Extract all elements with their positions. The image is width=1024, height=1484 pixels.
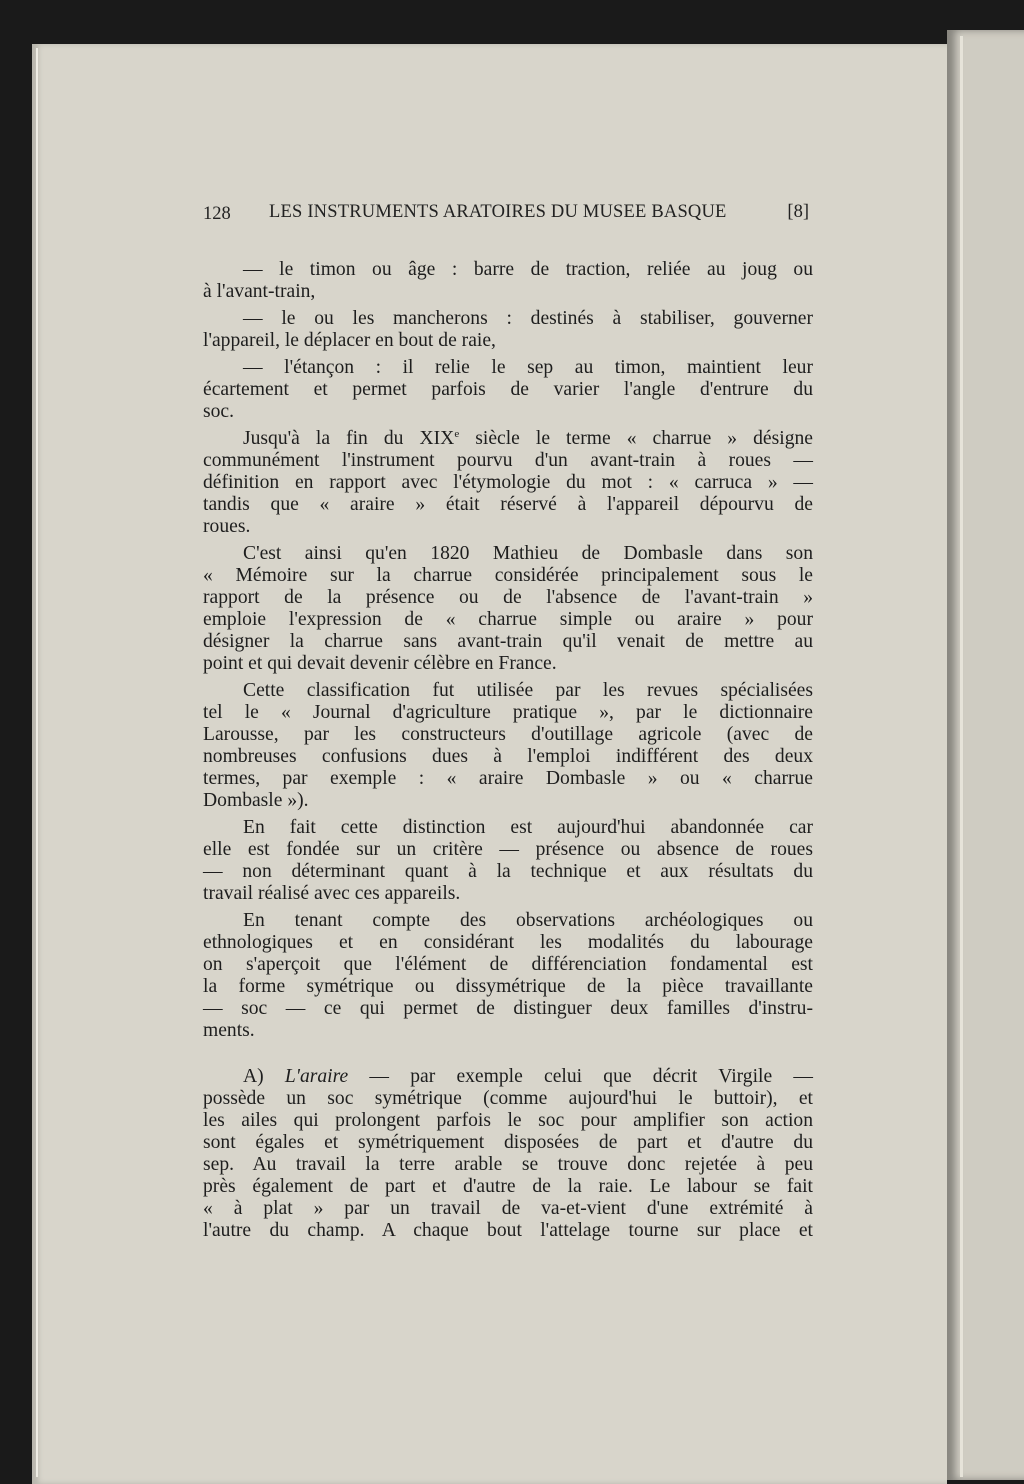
paragraph: [203, 910, 813, 1042]
text-line: désigner la charrue sans avant-train qu'il venait de mettre au: [203, 631, 813, 652]
paragraph: [203, 1066, 813, 1242]
text-line: — le timon ou âge : barre de traction, reliée au joug ou: [243, 259, 813, 280]
text-line: « à plat » par un travail de va-et-vient d'une extrémité à: [203, 1198, 813, 1219]
text-line: l'appareil, le déplacer en bout de raie,: [203, 330, 496, 351]
text-line: sep. Au travail la terre arable se trouve donc rejetée à peu: [203, 1154, 813, 1175]
text-line: « Mémoire sur la charrue considérée principalement sous le: [203, 565, 813, 586]
text-line: [203, 428, 813, 450]
text-line: roues.: [203, 516, 251, 537]
facing-page: [947, 30, 1024, 1480]
body-text: [203, 254, 813, 1242]
paragraph: [203, 680, 813, 812]
text-line: la forme symétrique ou dissymétrique de la pièce travaillante: [203, 976, 813, 997]
page-edge: [36, 48, 38, 1477]
text-line: point et qui devait devenir célèbre en France.: [203, 653, 557, 674]
text-line: l'autre du champ. A chaque bout l'attelage tourne sur place et: [203, 1220, 813, 1241]
text-line: En fait cette distinction est aujourd'hui abandonnée car: [243, 817, 813, 838]
text-line: Cette classification fut utilisée par les revues spécialisées: [243, 680, 813, 701]
paragraph: [203, 357, 813, 423]
text-line: C'est ainsi qu'en 1820 Mathieu de Dombasle dans son: [243, 543, 813, 564]
facing-page-edge: [960, 36, 963, 1477]
text-span: — par exemple celui que décrit Virgile —: [348, 1066, 813, 1087]
paragraph: [203, 308, 813, 352]
text-span: Jusqu'à la fin du XIX: [243, 428, 455, 449]
text-line: termes, par exemple : « araire Dombasle » ou « charrue: [203, 768, 813, 789]
paragraph: [203, 543, 813, 675]
running-title: LES INSTRUMENTS ARATOIRES DU MUSEE BASQUE: [269, 202, 727, 222]
text-line: En tenant compte des observations archéologiques ou: [243, 910, 813, 931]
text-line: nombreuses confusions dues à l'emploi indifférent des deux: [203, 746, 813, 767]
text-line: les ailes qui prolongent parfois le soc pour amplifier son action: [203, 1110, 813, 1131]
text-line: écartement et permet parfois de varier l'angle d'entrure du: [203, 379, 813, 400]
text-line: définition en rapport avec l'étymologie du mot : « carruca » —: [203, 472, 813, 493]
text-line: rapport de la présence ou de l'absence de l'avant-train »: [203, 587, 813, 608]
running-header: [203, 200, 809, 226]
text-line: Dombasle »).: [203, 790, 309, 811]
text-line: sont égales et symétriquement disposées de part et d'autre du: [203, 1132, 813, 1153]
text-line: emploie l'expression de « charrue simple ou araire » pour: [203, 609, 813, 630]
text-line: [203, 1066, 813, 1088]
text-line: près également de part et d'autre de la raie. Le labour se fait: [203, 1176, 813, 1197]
text-line: à l'avant-train,: [203, 281, 316, 302]
superscript: e: [454, 428, 460, 440]
paragraph: [203, 428, 813, 538]
paragraph: [203, 817, 813, 905]
text-line: ethnologiques et en considérant les modalités du labourage: [203, 932, 813, 953]
text-line: — soc — ce qui permet de distinguer deux familles d'instru-: [203, 998, 813, 1019]
text-line: tandis que « araire » était réservé à l'appareil dépourvu de: [203, 494, 813, 515]
paragraph: [203, 259, 813, 303]
section-number: [8]: [787, 202, 809, 222]
text-line: soc.: [203, 401, 235, 422]
text-line: tel le « Journal d'agriculture pratique », par le dictionnaire: [203, 702, 813, 723]
page-number: 128: [203, 204, 231, 224]
text-span: A): [243, 1066, 285, 1087]
text-line: — l'étançon : il relie le sep au timon, maintient leur: [243, 357, 813, 378]
text-line: elle est fondée sur un critère — présence ou absence de roues: [203, 839, 813, 860]
italic-heading: L'araire: [284, 1066, 349, 1087]
text-line: on s'aperçoit que l'élément de différenciation fondamental est: [203, 954, 813, 975]
text-line: communément l'instrument pourvu d'un avant-train à roues —: [203, 450, 813, 471]
text-line: ments.: [203, 1020, 255, 1041]
text-line: travail réalisé avec ces appareils.: [203, 883, 461, 904]
text-line: — non déterminant quant à la technique et aux résultats du: [203, 861, 813, 882]
text-span: siècle le terme « charrue » désigne: [459, 428, 813, 449]
text-line: — le ou les mancherons : destinés à stabiliser, gouverner: [243, 308, 813, 329]
text-line: possède un soc symétrique (comme aujourd'hui le buttoir), et: [203, 1088, 813, 1109]
text-line: Larousse, par les constructeurs d'outillage agricole (avec de: [203, 724, 813, 745]
